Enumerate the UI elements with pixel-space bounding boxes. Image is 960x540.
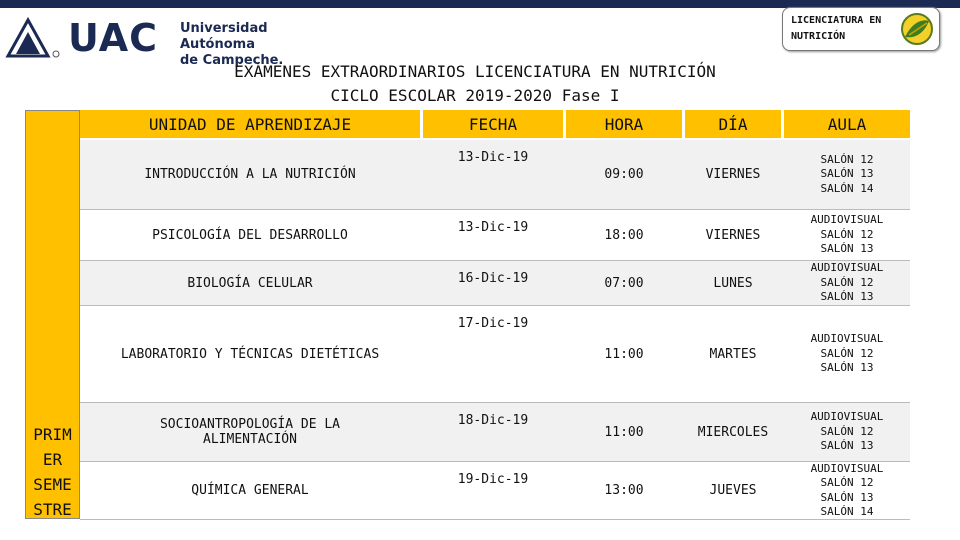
cell-unidad-text: BIOLOGÍA CELULAR [187, 275, 313, 291]
cell-dia-text: MIERCOLES [697, 424, 769, 440]
cell-unidad-text: PSICOLOGÍA DEL DESARROLLO [152, 227, 348, 243]
cell-aula-text: AUDIOVISUAL [810, 332, 884, 346]
semester-label-line: PRIM [33, 425, 72, 444]
cell-fecha [423, 472, 563, 487]
nutrition-logo-icon [899, 11, 935, 47]
badge-line1: LICENCIATURA EN [791, 15, 882, 26]
badge-text [791, 13, 903, 45]
cell-fecha-text: 13-Dic-19 [457, 150, 529, 165]
cell-hora [566, 228, 682, 243]
semester-label-line: STRE [33, 500, 72, 519]
column-header-unidad: UNIDAD DE APRENDIZAJE [80, 110, 420, 138]
page-title [180, 60, 770, 108]
cell-fecha-text: 16-Dic-19 [457, 271, 529, 286]
cell-fecha [423, 271, 563, 286]
cell-dia [685, 228, 781, 243]
cell-dia [685, 276, 781, 291]
brand-name-line2: de Campeche. [180, 53, 284, 68]
cell-unidad [80, 347, 420, 362]
semester-label-line: SEME [33, 475, 72, 494]
cell-hora [566, 483, 682, 498]
cell-fecha-text: 17-Dic-19 [457, 316, 529, 331]
cell-hora [566, 425, 682, 440]
cell-dia [685, 167, 781, 182]
cell-hora-text: 07:00 [604, 275, 644, 291]
cell-dia-text: MARTES [709, 346, 757, 362]
column-header-aula: AULA [784, 110, 910, 138]
cell-aula-text: SALÓN 12 [820, 152, 874, 166]
cell-aula-text: SALÓN 13 [820, 242, 874, 256]
cell-dia [685, 483, 781, 498]
cell-aula-text: SALÓN 13 [820, 439, 874, 453]
cell-aula-text: AUDIOVISUAL [810, 261, 884, 275]
cell-unidad [80, 228, 420, 243]
cell-aula-text: SALÓN 12 [820, 476, 874, 489]
cell-hora-text: 11:00 [604, 346, 644, 362]
cell-unidad-text: LABORATORIO Y TÉCNICAS DIETÉTICAS [120, 346, 380, 362]
cell-aula-text: SALÓN 13 [820, 290, 874, 304]
cell-aula-text: SALÓN 12 [820, 346, 874, 360]
cell-unidad [80, 417, 420, 447]
cell-dia-text: VIERNES [705, 227, 761, 243]
cell-hora-text: 18:00 [604, 227, 644, 243]
title-line1: EXÁMENES EXTRAORDINARIOS LICENCIATURA EN NUTRICIÓN [234, 62, 716, 81]
cell-aula [784, 332, 910, 376]
cell-fecha [423, 150, 563, 165]
cell-aula-text: SALÓN 14 [820, 181, 874, 195]
cell-unidad [80, 276, 420, 291]
cell-unidad-text: INTRODUCCIÓN A LA NUTRICIÓN [144, 167, 356, 182]
cell-dia-text: VIERNES [705, 167, 761, 182]
cell-dia [685, 425, 781, 440]
cell-aula-text: AUDIOVISUAL [810, 461, 884, 475]
cell-dia-text: JUEVES [709, 483, 757, 498]
cell-unidad [80, 483, 420, 498]
cell-fecha-text: 13-Dic-19 [457, 220, 529, 235]
cell-hora-text: 13:00 [604, 483, 644, 498]
cell-aula-text: SALÓN 12 [820, 227, 874, 241]
cell-fecha-text: 19-Dic-19 [457, 472, 529, 487]
cell-fecha-text: 18-Dic-19 [457, 413, 529, 428]
column-header-dia: DÍA [685, 110, 781, 138]
cell-aula [784, 410, 910, 454]
cell-aula [784, 462, 910, 520]
cell-hora [566, 276, 682, 291]
cell-aula-text: AUDIOVISUAL [810, 213, 884, 227]
badge-line2: NUTRICIÓN [791, 31, 846, 42]
cell-unidad-text: ALIMENTACIÓN [203, 432, 297, 447]
cell-aula-text: SALÓN 13 [820, 361, 874, 375]
cell-fecha [423, 316, 563, 331]
column-header-hora: HORA [566, 110, 682, 138]
cell-hora [566, 347, 682, 362]
cell-aula-text: SALÓN 12 [820, 424, 874, 438]
cell-hora-text: 11:00 [604, 424, 644, 440]
cell-hora-text: 09:00 [604, 167, 644, 182]
cell-aula-text: SALÓN 13 [820, 490, 874, 504]
title-line2: CICLO ESCOLAR 2019-2020 Fase I [330, 86, 620, 105]
cell-aula [784, 261, 910, 305]
cell-dia [685, 347, 781, 362]
cell-aula-text: SALÓN 14 [820, 505, 874, 518]
brand-name-line1: Universidad Autónoma [180, 21, 268, 52]
cell-aula [784, 153, 910, 197]
university-logo [4, 14, 334, 68]
cell-dia-text: LUNES [713, 275, 753, 291]
cell-hora [566, 167, 682, 182]
brand-short: UAC [68, 16, 158, 60]
cell-unidad-text: SOCIOANTROPOLOGÍA DE LA [159, 417, 340, 432]
cell-aula-text: SALÓN 12 [820, 275, 874, 289]
cell-unidad-text: QUÍMICA GENERAL [191, 483, 309, 498]
semester-label-line: ER [42, 450, 63, 469]
program-badge [782, 7, 940, 51]
cell-fecha [423, 220, 563, 235]
cell-aula-text: SALÓN 13 [820, 167, 874, 181]
uac-emblem-icon [4, 14, 64, 60]
cell-aula-text: AUDIOVISUAL [810, 410, 884, 424]
column-header-fecha: FECHA [423, 110, 563, 138]
cell-fecha [423, 413, 563, 428]
semester-label [25, 422, 80, 522]
cell-aula [784, 213, 910, 257]
cell-unidad [80, 167, 420, 182]
